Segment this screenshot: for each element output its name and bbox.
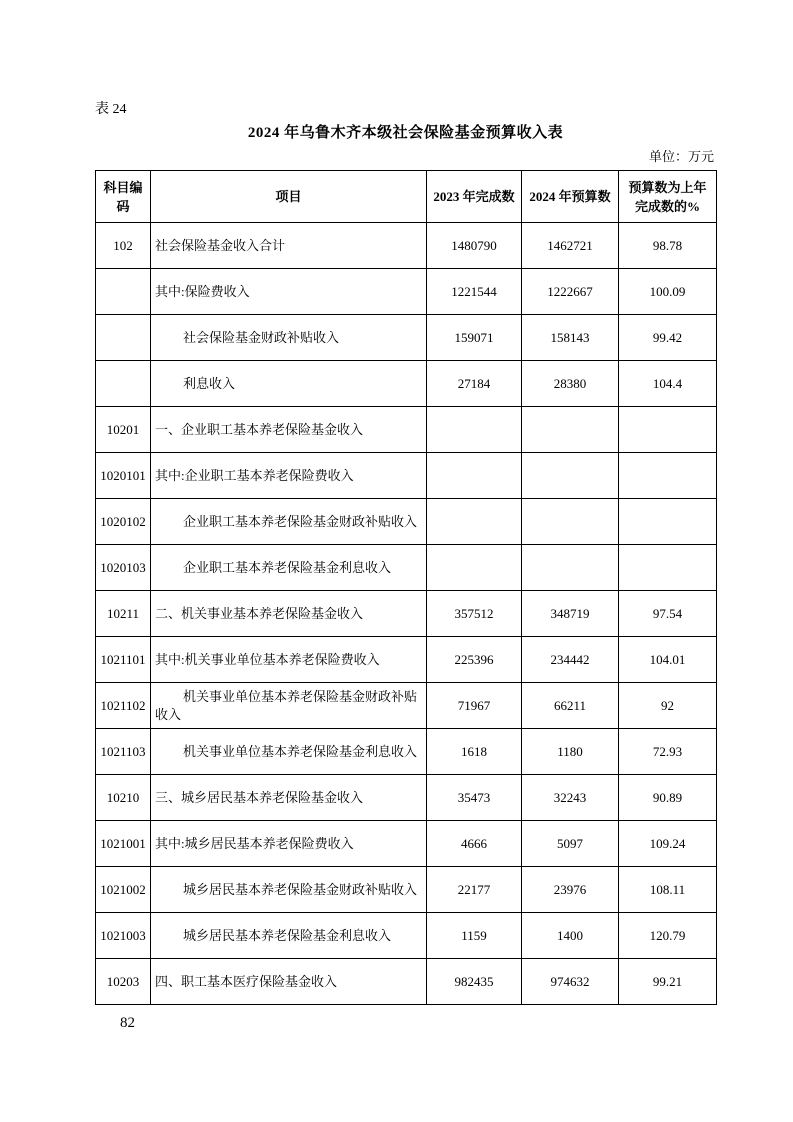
budget-2024-cell: 348719 xyxy=(522,591,619,637)
column-header: 2024 年预算数 xyxy=(522,171,619,223)
table-header xyxy=(96,171,717,223)
percent-cell: 109.24 xyxy=(619,821,717,867)
item-cell: 一、企业职工基本养老保险基金收入 xyxy=(151,407,427,453)
code-cell: 102 xyxy=(96,223,151,269)
percent-cell: 100.09 xyxy=(619,269,717,315)
budget-2024-cell: 234442 xyxy=(522,637,619,683)
percent-cell xyxy=(619,499,717,545)
column-header: 项目 xyxy=(151,171,427,223)
code-cell xyxy=(96,315,151,361)
item-cell: 二、机关事业基本养老保险基金收入 xyxy=(151,591,427,637)
percent-cell xyxy=(619,407,717,453)
percent-cell: 72.93 xyxy=(619,729,717,775)
table-row xyxy=(96,269,717,315)
percent-cell: 104.01 xyxy=(619,637,717,683)
code-cell: 1021101 xyxy=(96,637,151,683)
completed-2023-cell: 22177 xyxy=(427,867,522,913)
page-number: 82 xyxy=(120,1015,135,1031)
code-cell: 1021003 xyxy=(96,913,151,959)
budget-2024-cell xyxy=(522,453,619,499)
table-row xyxy=(96,499,717,545)
item-cell: 其中:城乡居民基本养老保险费收入 xyxy=(151,821,427,867)
percent-cell: 108.11 xyxy=(619,867,717,913)
item-cell: 利息收入 xyxy=(151,361,427,407)
budget-2024-cell: 66211 xyxy=(522,683,619,729)
completed-2023-cell: 1618 xyxy=(427,729,522,775)
completed-2023-cell: 1221544 xyxy=(427,269,522,315)
completed-2023-cell: 159071 xyxy=(427,315,522,361)
budget-2024-cell xyxy=(522,499,619,545)
budget-2024-cell: 974632 xyxy=(522,959,619,1005)
table-row xyxy=(96,453,717,499)
code-cell: 1021103 xyxy=(96,729,151,775)
table-row xyxy=(96,591,717,637)
percent-cell: 97.54 xyxy=(619,591,717,637)
item-cell: 其中:保险费收入 xyxy=(151,269,427,315)
budget-2024-cell: 1462721 xyxy=(522,223,619,269)
code-cell: 1021102 xyxy=(96,683,151,729)
completed-2023-cell xyxy=(427,545,522,591)
item-cell: 三、城乡居民基本养老保险基金收入 xyxy=(151,775,427,821)
item-cell: 社会保险基金收入合计 xyxy=(151,223,427,269)
completed-2023-cell: 357512 xyxy=(427,591,522,637)
code-cell: 10201 xyxy=(96,407,151,453)
completed-2023-cell: 27184 xyxy=(427,361,522,407)
percent-cell: 98.78 xyxy=(619,223,717,269)
completed-2023-cell: 4666 xyxy=(427,821,522,867)
budget-2024-cell xyxy=(522,407,619,453)
completed-2023-cell xyxy=(427,453,522,499)
budget-2024-cell: 32243 xyxy=(522,775,619,821)
code-cell: 1021002 xyxy=(96,867,151,913)
table-row xyxy=(96,821,717,867)
percent-cell: 104.4 xyxy=(619,361,717,407)
page-title: 2024 年乌鲁木齐本级社会保险基金预算收入表 xyxy=(247,125,564,141)
column-header: 2023 年完成数 xyxy=(427,171,522,223)
table-row xyxy=(96,223,717,269)
budget-2024-cell: 1222667 xyxy=(522,269,619,315)
percent-cell xyxy=(619,453,717,499)
item-cell: 其中:企业职工基本养老保险费收入 xyxy=(151,453,427,499)
percent-cell xyxy=(619,545,717,591)
header-row xyxy=(96,171,717,223)
item-cell: 社会保险基金财政补贴收入 xyxy=(151,315,427,361)
code-cell: 1021001 xyxy=(96,821,151,867)
completed-2023-cell xyxy=(427,407,522,453)
table-row xyxy=(96,545,717,591)
table-row xyxy=(96,315,717,361)
completed-2023-cell: 1480790 xyxy=(427,223,522,269)
code-cell: 10211 xyxy=(96,591,151,637)
completed-2023-cell: 35473 xyxy=(427,775,522,821)
column-header: 预算数为上年完成数的% xyxy=(619,171,717,223)
table-row xyxy=(96,407,717,453)
percent-cell: 99.21 xyxy=(619,959,717,1005)
table-row xyxy=(96,729,717,775)
budget-2024-cell: 1400 xyxy=(522,913,619,959)
code-cell xyxy=(96,269,151,315)
item-cell: 企业职工基本养老保险基金财政补贴收入 xyxy=(151,499,427,545)
code-cell: 1020103 xyxy=(96,545,151,591)
item-cell: 四、职工基本医疗保险基金收入 xyxy=(151,959,427,1005)
code-cell xyxy=(96,361,151,407)
percent-cell: 99.42 xyxy=(619,315,717,361)
table-body xyxy=(96,223,717,1005)
item-cell: 机关事业单位基本养老保险基金财政补贴收入 xyxy=(151,683,427,729)
item-cell: 企业职工基本养老保险基金利息收入 xyxy=(151,545,427,591)
code-cell: 10203 xyxy=(96,959,151,1005)
table-row xyxy=(96,775,717,821)
completed-2023-cell xyxy=(427,499,522,545)
budget-revenue-table xyxy=(95,170,717,1005)
table-label: 表 24 xyxy=(95,102,127,117)
budget-2024-cell: 28380 xyxy=(522,361,619,407)
column-header: 科目编码 xyxy=(96,171,151,223)
table-row xyxy=(96,361,717,407)
budget-2024-cell: 1180 xyxy=(522,729,619,775)
completed-2023-cell: 1159 xyxy=(427,913,522,959)
table-row xyxy=(96,913,717,959)
code-cell: 1020102 xyxy=(96,499,151,545)
code-cell: 10210 xyxy=(96,775,151,821)
unit-note: 单位：万元 xyxy=(648,149,714,164)
budget-2024-cell: 158143 xyxy=(522,315,619,361)
percent-cell: 92 xyxy=(619,683,717,729)
completed-2023-cell: 982435 xyxy=(427,959,522,1005)
percent-cell: 90.89 xyxy=(619,775,717,821)
budget-2024-cell: 23976 xyxy=(522,867,619,913)
item-cell: 城乡居民基本养老保险基金利息收入 xyxy=(151,913,427,959)
table-row xyxy=(96,867,717,913)
item-cell: 机关事业单位基本养老保险基金利息收入 xyxy=(151,729,427,775)
item-cell: 其中:机关事业单位基本养老保险费收入 xyxy=(151,637,427,683)
table-row xyxy=(96,683,717,729)
completed-2023-cell: 225396 xyxy=(427,637,522,683)
completed-2023-cell: 71967 xyxy=(427,683,522,729)
budget-2024-cell xyxy=(522,545,619,591)
item-cell: 城乡居民基本养老保险基金财政补贴收入 xyxy=(151,867,427,913)
budget-2024-cell: 5097 xyxy=(522,821,619,867)
code-cell: 1020101 xyxy=(96,453,151,499)
percent-cell: 120.79 xyxy=(619,913,717,959)
table-row xyxy=(96,959,717,1005)
table-row xyxy=(96,637,717,683)
